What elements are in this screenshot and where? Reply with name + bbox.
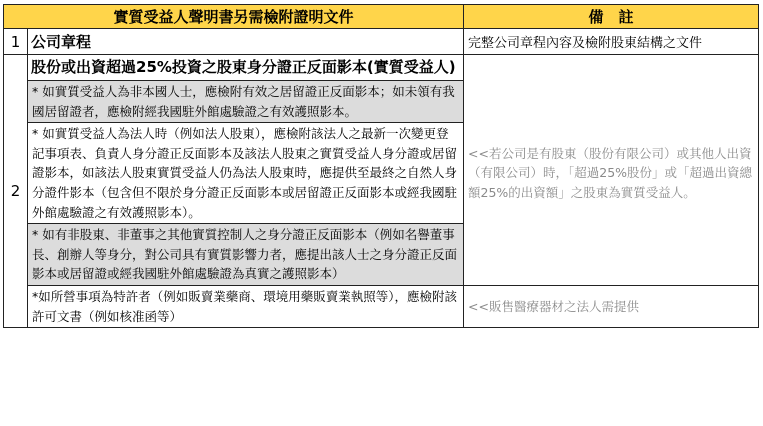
row-note: 完整公司章程內容及檢附股東結構之文件 xyxy=(464,29,759,55)
paragraph-row xyxy=(4,285,759,327)
paragraph-controller: * 如有非股東、非董事之其他實質控制人之身分證正反面影本（例如名譽董事長、創辦人等身分，對公司具有實質影響力者，應提出該人士之身分證正反面影本或居留證或經我國駐外館處驗證為真實之護照影本） xyxy=(28,224,464,286)
paragraph-license: *如所營事項為特許者（例如販賣業藥商、環境用藥販賣業執照等），應檢附該許可文書（例如核准函等） xyxy=(28,285,464,327)
table-row xyxy=(4,29,759,55)
row-title: 股份或出資超過25%投資之股東身分證正反面影本(實質受益人) xyxy=(28,55,464,81)
row-note-last: <<販售醫療器材之法人需提供 xyxy=(464,285,759,327)
header-main: 實質受益人聲明書另需檢附證明文件 xyxy=(4,5,464,29)
row-note: <<若公司是有股東（股份有限公司）或其他人出資（有限公司）時，「超過25%股份」或「超過出資總額25%的出資額」之股東為實質受益人。 xyxy=(464,55,759,286)
row-title: 公司章程 xyxy=(28,29,464,55)
header-row xyxy=(4,5,759,29)
documents-table xyxy=(3,4,759,328)
paragraph-foreign-owner: * 如實質受益人為非本國人士，應檢附有效之居留證正反面影本；如未領有我國居留證者，應檢附經我國駐外館處驗證之有效護照影本。 xyxy=(28,81,464,123)
header-note: 備 註 xyxy=(464,5,759,29)
table-row xyxy=(4,55,759,81)
paragraph-corporate-owner: * 如實質受益人為法人時（例如法人股東），應檢附該法人之最新一次變更登記事項表、負責人身分證正反面影本及該法人股東之實質受益人身分證或居留證影本，如該法人股東實質受益人仍為法人股東時，應提供至最終之自然人身分證件影本（包含但不限於身分證正反面影本或居留證正反面影本或經我國駐外館處驗證之有效護照影本）。 xyxy=(28,123,464,224)
row-number: 2 xyxy=(4,55,28,328)
row-number: 1 xyxy=(4,29,28,55)
